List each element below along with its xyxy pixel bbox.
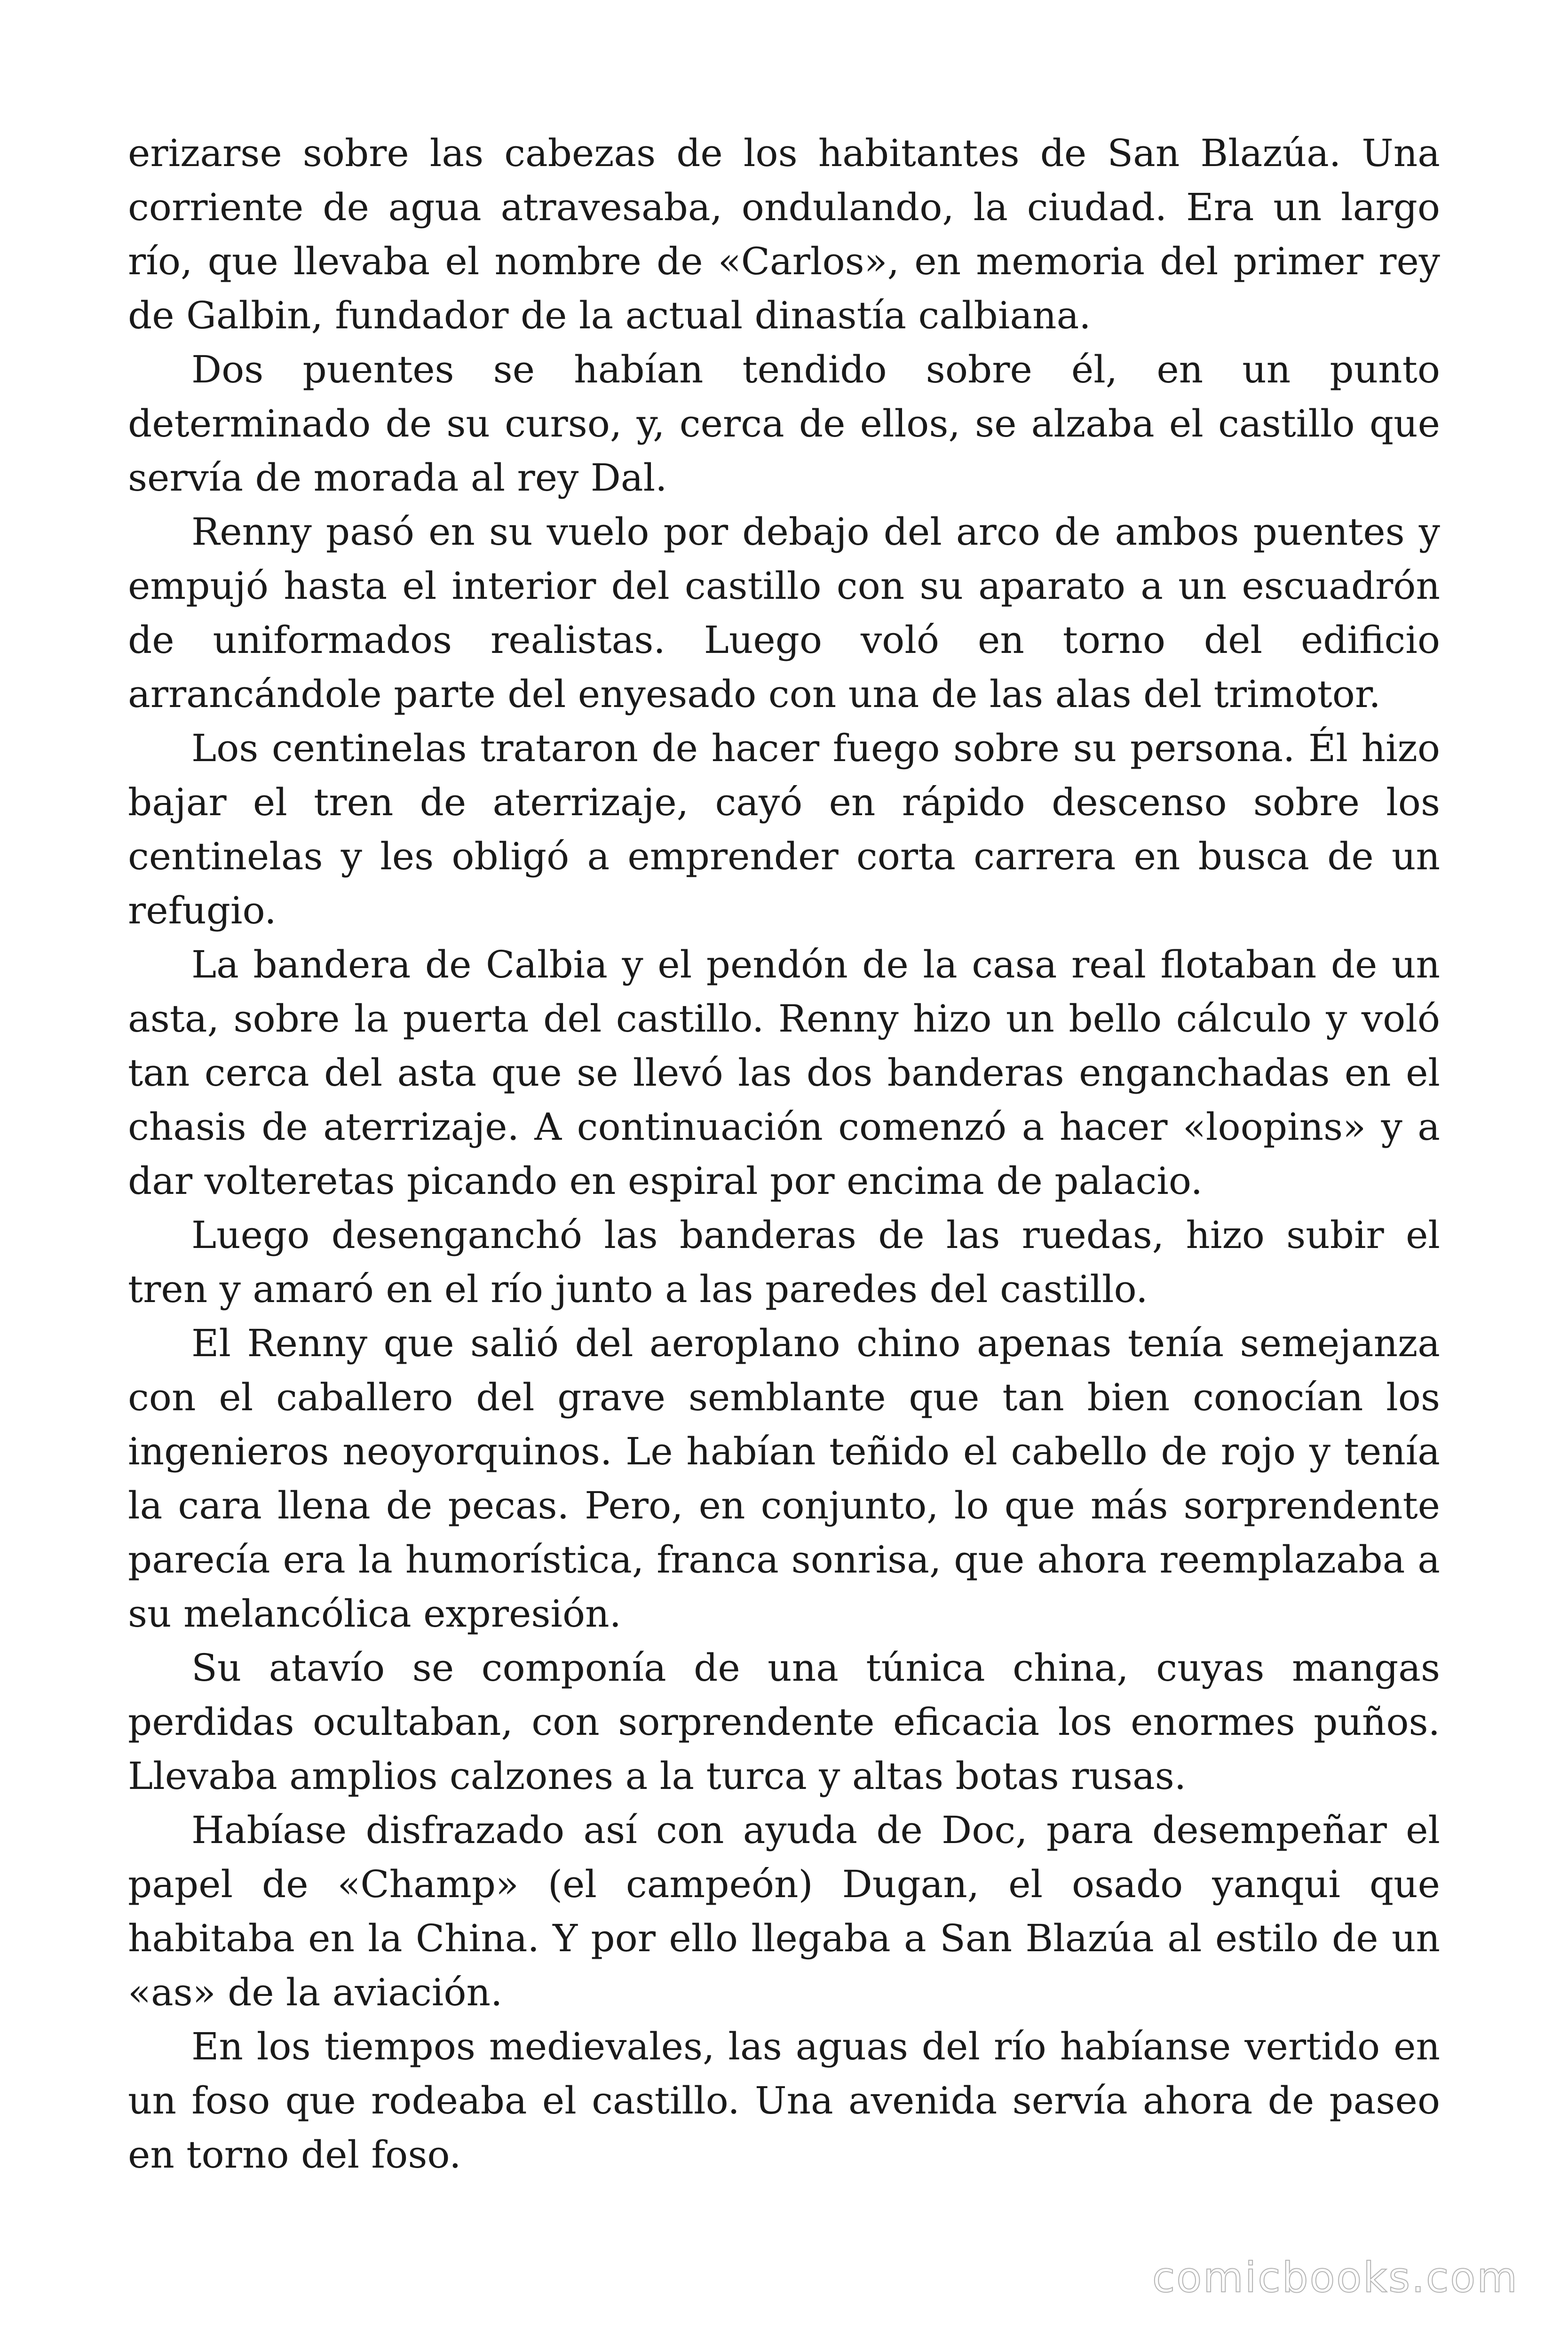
page-text [128, 126, 1440, 2182]
paragraph-7: El Renny que salió del aeroplano chino apenas tenía semejanza con el caballero del grave semblante que tan bien conocían los ingenieros neoyorquinos. Le habían teñido el cabello de rojo y tenía la cara llena de pecas. Pero, en conjunto, lo que más sorprendente parecía era la humorística, franca sonrisa, que ahora reemplazaba a su melancólica expresión. [128, 1321, 1440, 1636]
paragraph-8: Su atavío se componía de una túnica china, cuyas mangas perdidas ocultaban, con sorprendente eficacia los enormes puños. Llevaba amplios calzones a la turca y altas botas rusas. [128, 1646, 1440, 1798]
paragraph-2: Dos puentes se habían tendido sobre él, en un punto determinado de su curso, y, cerca de ellos, se alzaba el castillo que servía de morada al rey Dal. [128, 348, 1440, 500]
paragraph-1: erizarse sobre las cabezas de los habitantes de San Blazúa. Una corriente de agua atravesaba, ondulando, la ciudad. Era un largo río, que llevaba el nombre de «Carlos», en memoria del primer rey de Galbin, fundador de la actual dinastía calbiana. [128, 131, 1440, 337]
paragraph-10: En los tiempos medievales, las aguas del río habíanse vertido en un foso que rodeaba el castillo. Una avenida servía ahora de paseo en torno del foso. [128, 2025, 1440, 2177]
paragraph-4: Los centinelas trataron de hacer fuego sobre su persona. Él hizo bajar el tren de aterrizaje, cayó en rápido descenso sobre los centinelas y les obligó a emprender corta carrera en busca de un refugio. [128, 726, 1440, 932]
paragraph-6: Luego desenganchó las banderas de las ruedas, hizo subir el tren y amaró en el río junto a las paredes del castillo. [128, 1213, 1440, 1311]
paragraph-9: Habíase disfrazado así con ayuda de Doc, para desempeñar el papel de «Champ» (el campeón) Dugan, el osado yanqui que habitaba en la China. Y por ello llegaba a San Blazúa al estilo de un «as» de la aviación. [128, 1808, 1440, 2014]
watermark: comicbooks.com [1152, 2253, 1519, 2302]
paragraph-3: Renny pasó en su vuelo por debajo del arco de ambos puentes y empujó hasta el interior del castillo con su aparato a un escuadrón de uniformados realistas. Luego voló en torno del edificio arrancándole parte del enyesado con una de las alas del trimotor. [128, 510, 1440, 716]
paragraph-5: La bandera de Calbia y el pendón de la casa real flotaban de un asta, sobre la puerta del castillo. Renny hizo un bello cálculo y voló tan cerca del asta que se llevó las dos banderas enganchadas en el chasis de aterrizaje. A continuación comenzó a hacer «loopins» y a dar volteretas picando en espiral por encima de palacio. [128, 943, 1440, 1203]
